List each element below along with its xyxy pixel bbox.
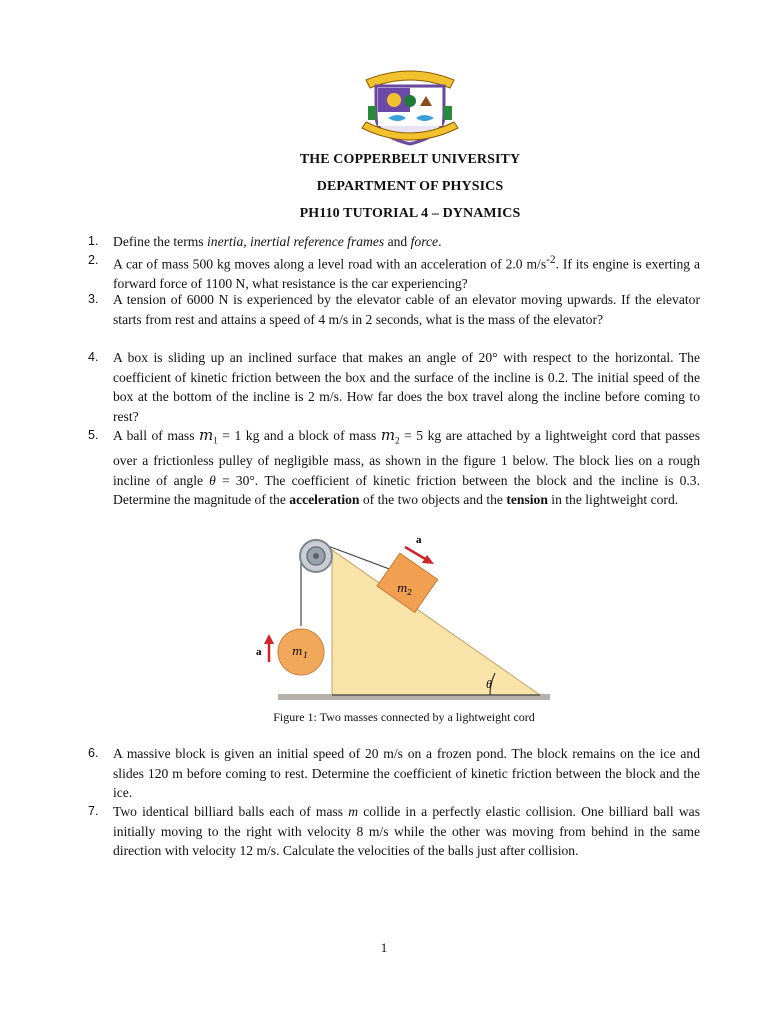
question-2 <box>88 251 700 294</box>
text-run: A car of mass 500 kg moves along a level road with an acceleration of 2.0 m/s <box>113 256 547 272</box>
pulley-axle <box>313 553 319 559</box>
question-7 <box>88 802 700 861</box>
question-text: A massive block is given an initial speed of 20 m/s on a frozen pond. The block remains on the ice and slides 120 m before coming to rest. Determine the coefficient of kinetic friction between the block and the ice. <box>113 746 700 800</box>
page-number: 1 <box>380 940 388 955</box>
unit-exponent: -2 <box>546 254 556 266</box>
university-crest-logo <box>358 66 462 146</box>
text-run: . If its engine is exerting a forward force of 1100 N, what resistance is the car experiencing? <box>113 256 701 292</box>
arrow-a-up-label: a <box>256 646 262 658</box>
question-number: 1. <box>88 234 99 248</box>
question-number: 5. <box>88 428 99 442</box>
question-number: 4. <box>88 350 99 364</box>
term-force: force <box>410 234 439 249</box>
term-inertial-reference-frames: inertial reference frames <box>250 234 385 249</box>
arrow-a-up-head <box>264 634 274 644</box>
question-number: 7. <box>88 804 99 818</box>
question-3 <box>88 290 700 329</box>
theta-label: θ <box>486 677 492 691</box>
question-text <box>113 251 700 294</box>
question-number: 3. <box>88 292 99 306</box>
question-text: A box is sliding up an inclined surface that makes an angle of 20° with respect to the horizontal. The coefficient of kinetic friction between the box and the surface of the incline is 0.2. The initial speed of the box at the bottom of the incline is 2 m/s. How far does the box travel along the incline before coming to rest? <box>113 350 700 424</box>
arrow-a-slope <box>405 547 427 560</box>
incline <box>332 550 540 695</box>
text-run: = 1 kg and a block of mass <box>217 428 381 443</box>
text-run: Define the terms <box>113 234 207 249</box>
question-5 <box>88 426 700 510</box>
text-run: collide in a perfectly elastic collision. One billiard ball was initially moving to the right with velocity 8 m/s while the other was moving from behind in the same direction with velocity 12 m/s. Calculate the velocities of the balls just after collision. <box>113 804 700 858</box>
subscript: 2 <box>395 435 400 446</box>
m1-label: m <box>292 645 303 658</box>
term-inertia: inertia <box>207 234 244 249</box>
tutorial-title: PH110 TUTORIAL 4 – DYNAMICS <box>299 206 521 221</box>
question-number: 6. <box>88 746 99 760</box>
mass-symbol-m1: m <box>199 426 214 444</box>
question-text <box>113 426 700 510</box>
subscript: 1 <box>213 435 218 446</box>
question-6 <box>88 744 700 803</box>
keyword-tension: tension <box>506 492 548 508</box>
text-run: and <box>384 234 411 249</box>
text-run: = 5 kg are attached by a lightweight cord that passes over a frictionless pulley of negligible mass, as shown in the figure 1 below. The block lies on a rough incline of angle <box>113 428 700 488</box>
text-run: = 30°. The coefficient of kinetic friction between the block and the incline is 0.3. Determine the magnitude of the <box>113 472 700 508</box>
question-4 <box>88 348 700 426</box>
question-text <box>113 802 700 861</box>
mass-symbol-m2: m <box>380 426 396 444</box>
angle-symbol: θ <box>209 472 216 488</box>
incline-pulley-figure <box>250 530 550 710</box>
question-text: A tension of 6000 N is experienced by the elevator cable of an elevator moving upwards. If the elevator starts from rest and attains a speed of 4 m/s in 2 seconds, what is the mass of the elevator? <box>113 292 700 327</box>
text-run: in the lightweight cord. <box>547 492 679 508</box>
university-name: THE COPPERBELT UNIVERSITY <box>299 152 521 167</box>
arrow-a-label: a <box>416 534 422 546</box>
text-run: . <box>438 234 442 249</box>
question-number: 2. <box>88 253 99 267</box>
keyword-acceleration: acceleration <box>289 492 360 508</box>
figure-caption: Figure 1: Two masses connected by a lightweight cord <box>273 710 535 724</box>
m1-label-sub: 1 <box>303 651 309 660</box>
question-1 <box>88 232 700 252</box>
text-run: Two identical billiard balls each of mass <box>113 804 349 819</box>
m2-label-sub: 2 <box>407 588 413 597</box>
question-text <box>113 232 700 252</box>
mass-symbol-m: m <box>348 804 359 819</box>
text-run: , <box>243 234 251 249</box>
department-name: DEPARTMENT OF PHYSICS <box>316 179 504 194</box>
text-run: A ball of mass <box>113 428 200 443</box>
text-run: of the two objects and the <box>359 492 507 508</box>
m2-label: m <box>397 582 408 595</box>
